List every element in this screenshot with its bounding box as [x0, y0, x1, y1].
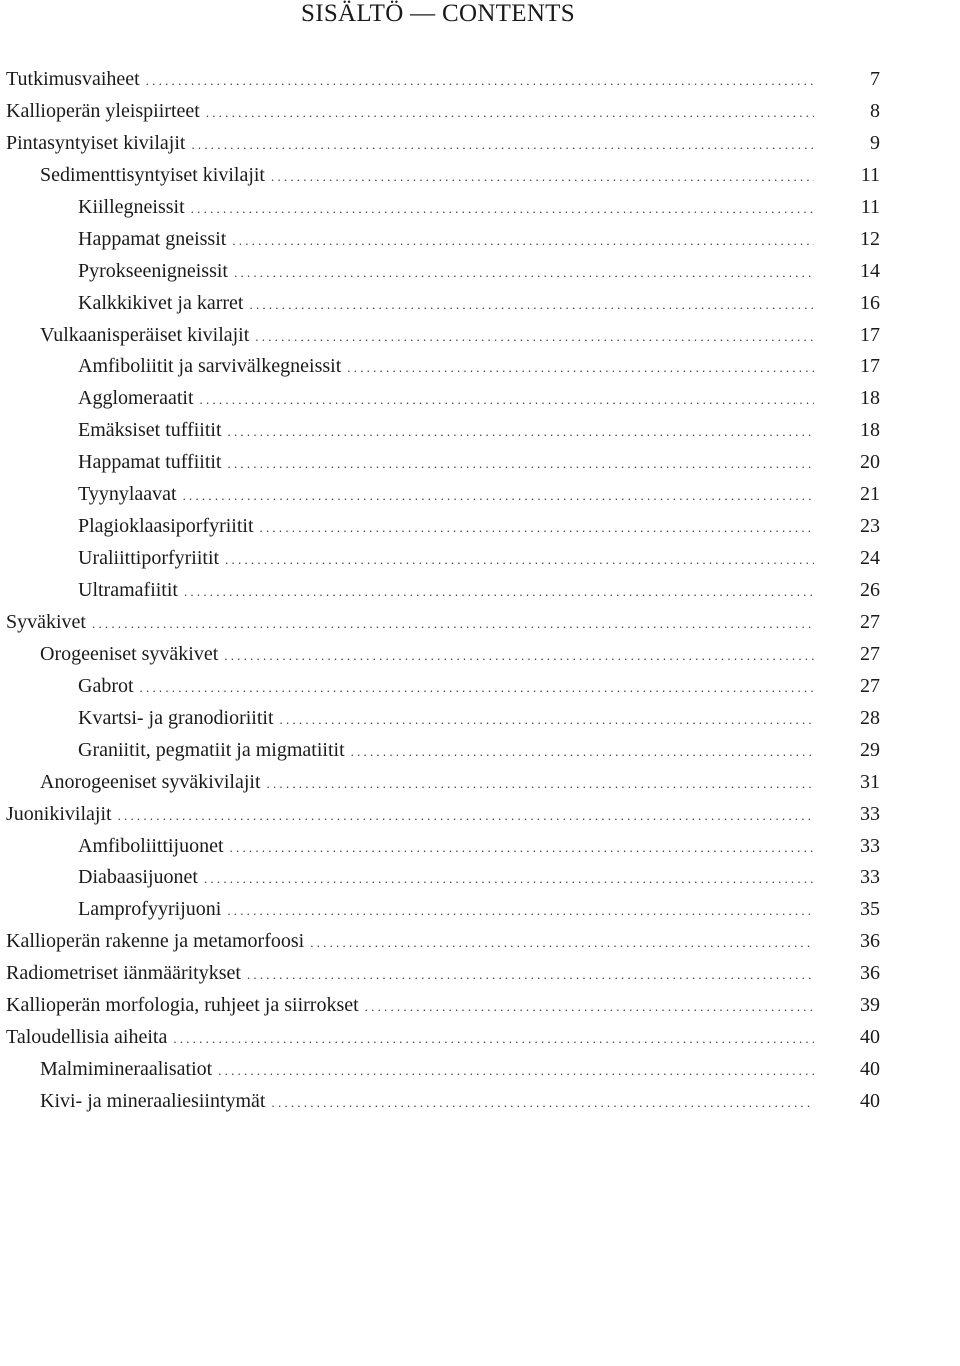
toc-entry-label: Ultramafiitit [78, 579, 178, 601]
dot-leader [191, 129, 814, 161]
dot-leader [267, 768, 814, 800]
toc-entry-line [0, 799, 814, 832]
toc-entry [0, 320, 900, 352]
toc-entry-line [0, 511, 814, 544]
toc-entry-page-number: 31 [860, 770, 880, 793]
toc-entry [0, 288, 900, 320]
dot-leader [140, 672, 814, 704]
toc-entry-label: Amfiboliitit ja sarvivälkegneissit [78, 355, 342, 378]
toc-entry-page-number: 9 [870, 131, 880, 154]
toc-entry [0, 799, 900, 831]
dot-leader [310, 927, 814, 959]
table-of-contents [0, 64, 900, 1118]
toc-entry-label: Taloudellisia aiheita [6, 1026, 168, 1049]
toc-entry-page-number: 23 [860, 515, 880, 538]
dot-leader [206, 97, 814, 129]
toc-entry-label: Kiillegneissit [78, 195, 185, 218]
dot-leader [173, 1023, 814, 1055]
toc-entry-line [0, 256, 814, 289]
toc-entry-line [0, 639, 814, 672]
toc-entry-label: Sedimenttisyntyiset kivilajit [40, 163, 265, 186]
dot-leader [146, 65, 814, 97]
dot-leader [204, 863, 814, 895]
toc-entry-label: Gabrot [78, 674, 134, 697]
toc-entry-line [0, 479, 814, 512]
toc-entry-line [0, 320, 814, 353]
toc-entry-page-number: 27 [860, 610, 880, 633]
toc-entry-page-number: 12 [860, 227, 880, 250]
toc-entry-line [0, 862, 814, 895]
toc-entry [0, 767, 900, 799]
toc-entry-label: Happamat tuffiitit [78, 451, 222, 474]
toc-entry-page-number: 20 [860, 451, 880, 474]
dot-leader [225, 544, 814, 576]
dot-leader [271, 161, 814, 193]
toc-entry-label: Juonikivilajit [6, 802, 112, 825]
toc-entry [0, 415, 900, 447]
toc-entry-line [0, 1054, 814, 1087]
toc-entry-line [0, 415, 814, 448]
toc-entry [0, 735, 900, 767]
toc-entry-label: Uraliittiporfyriitit [78, 547, 220, 570]
toc-entry-label: Amfiboliittijuonet [78, 834, 224, 857]
toc-entry [0, 511, 900, 543]
toc-entry-page-number: 21 [860, 483, 880, 506]
toc-entry-page-number: 39 [860, 994, 880, 1017]
toc-entry-page-number: 18 [860, 419, 880, 442]
toc-entry-label: Agglomeraatit [78, 387, 194, 410]
toc-entry [0, 639, 900, 671]
page-title: SISÄLTÖ — CONTENTS [301, 0, 575, 27]
dot-leader [228, 416, 814, 448]
toc-entry-page-number: 40 [860, 1058, 880, 1081]
toc-entry-page-number: 17 [860, 323, 880, 346]
toc-entry-line [0, 990, 814, 1023]
toc-entry-page-number: 7 [870, 68, 880, 90]
dot-leader [234, 257, 814, 289]
toc-entry [0, 1086, 900, 1118]
toc-entry-line [0, 671, 814, 704]
toc-entry-page-number: 8 [870, 99, 880, 122]
toc-entry-label: Kvartsi- ja granodioriitit [78, 706, 274, 729]
toc-entry-page-number: 40 [860, 1090, 880, 1112]
dot-leader [232, 225, 814, 257]
toc-entry-line [0, 735, 814, 768]
dot-leader [255, 321, 814, 353]
toc-entry [0, 351, 900, 383]
toc-entry-page-number: 36 [860, 962, 880, 985]
toc-entry-label: Emäksiset tuffiitit [78, 419, 222, 442]
toc-entry [0, 192, 900, 224]
toc-entry-page-number: 16 [860, 291, 880, 314]
toc-entry-page-number: 27 [860, 674, 880, 697]
dot-leader [351, 736, 814, 768]
toc-entry [0, 128, 900, 160]
toc-entry [0, 160, 900, 192]
toc-entry-label: Kivi- ja mineraaliesiintymät [40, 1090, 266, 1112]
dot-leader [224, 640, 814, 672]
toc-entry-label: Kallioperän morfologia, ruhjeet ja siirrokset [6, 994, 359, 1017]
toc-entry [0, 64, 900, 96]
toc-entry-label: Vulkaanisperäiset kivilajit [40, 323, 250, 346]
dot-leader [184, 576, 814, 608]
toc-entry-line [0, 926, 814, 959]
toc-entry [0, 575, 900, 607]
dot-leader [227, 895, 814, 927]
toc-entry-line [0, 224, 814, 257]
dot-leader [280, 704, 814, 736]
toc-entry-label: Pintasyntyiset kivilajit [6, 131, 186, 154]
toc-entry-label: Kallioperän rakenne ja metamorfoosi [6, 930, 305, 953]
toc-entry [0, 607, 900, 639]
toc-entry-line [0, 64, 814, 97]
toc-entry-line [0, 831, 814, 864]
toc-entry-page-number: 40 [860, 1026, 880, 1049]
toc-entry [0, 671, 900, 703]
toc-entry-label: Tutkimusvaiheet [6, 68, 140, 90]
toc-entry-page-number: 33 [860, 834, 880, 857]
toc-entry-label: Kallioperän yleispiirteet [6, 99, 200, 122]
toc-entry [0, 1022, 900, 1054]
toc-entry-page-number: 33 [860, 802, 880, 825]
dot-leader [365, 991, 814, 1023]
toc-entry-label: Happamat gneissit [78, 227, 227, 250]
toc-entry-label: Syväkivet [6, 610, 86, 633]
toc-entry [0, 224, 900, 256]
toc-entry [0, 96, 900, 128]
toc-entry-label: Anorogeeniset syväkivilajit [40, 770, 261, 793]
toc-entry-page-number: 11 [860, 163, 880, 186]
toc-entry-page-number: 26 [860, 579, 880, 601]
toc-entry-label: Malmimineraalisatiot [40, 1058, 213, 1081]
toc-entry-page-number: 33 [860, 866, 880, 889]
dot-leader [118, 800, 814, 832]
toc-entry-line [0, 351, 814, 384]
toc-entry-page-number: 36 [860, 930, 880, 953]
toc-entry-label: Diabaasijuonet [78, 866, 198, 889]
toc-entry-line [0, 894, 814, 927]
dot-leader [92, 608, 814, 640]
dot-leader [228, 448, 815, 480]
dot-leader [250, 289, 815, 321]
toc-entry-line [0, 128, 814, 161]
toc-entry [0, 479, 900, 511]
toc-entry [0, 926, 900, 958]
toc-entry-page-number: 29 [860, 738, 880, 761]
toc-entry-line [0, 607, 814, 640]
toc-entry-label: Radiometriset iänmääritykset [6, 962, 241, 985]
toc-entry-page-number: 18 [860, 387, 880, 410]
toc-entry-label: Tyynylaavat [78, 483, 177, 506]
toc-entry-line [0, 767, 814, 800]
toc-entry-line [0, 1086, 814, 1119]
toc-entry [0, 256, 900, 288]
toc-entry-page-number: 11 [860, 195, 880, 218]
dot-leader [272, 1087, 815, 1119]
toc-entry-label: Graniitit, pegmatiit ja migmatiitit [78, 738, 345, 761]
toc-entry-page-number: 28 [860, 706, 880, 729]
toc-entry [0, 447, 900, 479]
toc-entry [0, 543, 900, 575]
toc-entry-label: Lamprofyyrijuoni [78, 898, 222, 921]
toc-entry-line [0, 96, 814, 129]
toc-entry [0, 958, 900, 990]
toc-entry [0, 990, 900, 1022]
dot-leader [200, 384, 814, 416]
toc-entry-line [0, 543, 814, 576]
toc-entry-label: Pyrokseenigneissit [78, 259, 228, 282]
toc-entry [0, 831, 900, 863]
toc-entry-line [0, 958, 814, 991]
toc-entry-line [0, 1022, 814, 1055]
toc-entry-line [0, 192, 814, 225]
toc-entry [0, 383, 900, 415]
toc-entry-page-number: 27 [860, 642, 880, 665]
toc-entry-label: Kalkkikivet ja karret [78, 291, 244, 314]
dot-leader [247, 959, 814, 991]
dot-leader [347, 352, 814, 384]
toc-entry-page-number: 24 [860, 547, 880, 570]
toc-entry [0, 862, 900, 894]
toc-entry-line [0, 160, 814, 193]
toc-entry-label: Orogeeniset syväkivet [40, 642, 219, 665]
toc-entry-line [0, 447, 814, 480]
toc-entry [0, 703, 900, 735]
toc-entry [0, 1054, 900, 1086]
toc-entry-line [0, 288, 814, 321]
toc-entry-page-number: 14 [860, 259, 880, 282]
dot-leader [260, 512, 814, 544]
dot-leader [183, 480, 814, 512]
toc-entry-page-number: 17 [860, 355, 880, 378]
toc-entry-page-number: 35 [860, 898, 880, 921]
toc-entry-line [0, 703, 814, 736]
toc-entry-line [0, 383, 814, 416]
dot-leader [218, 1055, 814, 1087]
dot-leader [230, 832, 814, 864]
toc-entry [0, 894, 900, 926]
dot-leader [191, 193, 814, 225]
toc-entry-line [0, 575, 814, 608]
toc-entry-label: Plagioklaasiporfyriitit [78, 515, 254, 538]
